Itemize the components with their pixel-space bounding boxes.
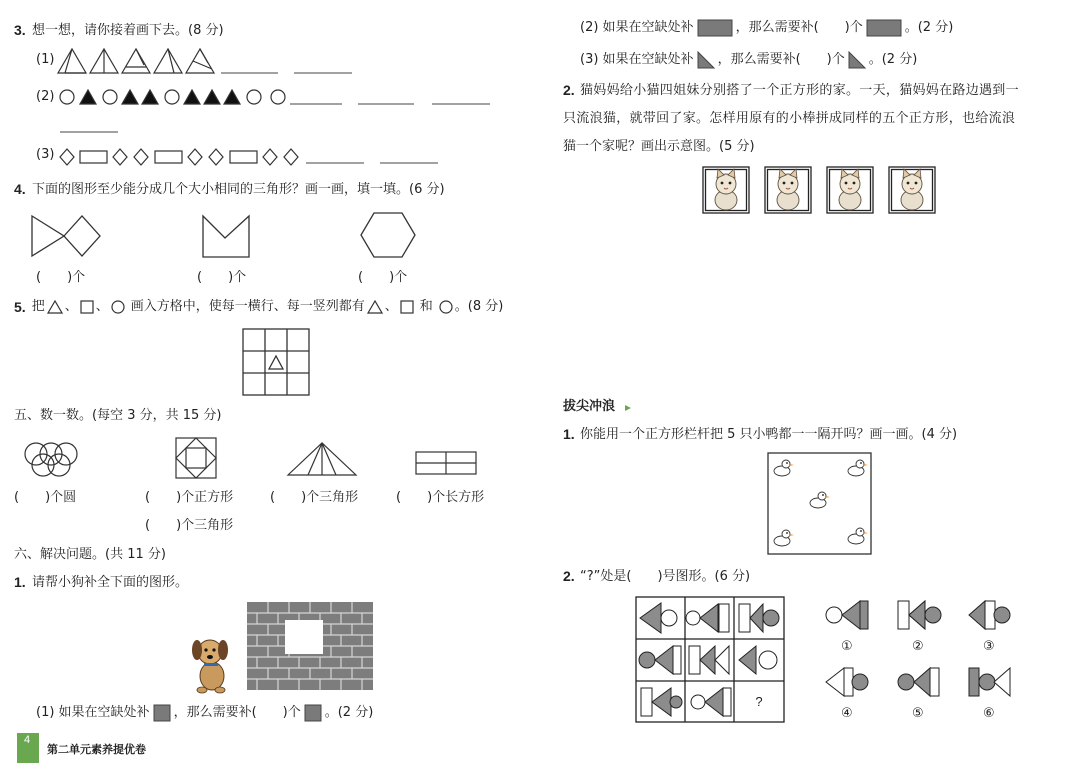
gray-rectangle-icon [697,19,733,37]
option-1-figure [822,597,872,635]
q4-answer-2: ( )个 [197,270,247,285]
s6-sub2-a: (2) 如果在空缺处补 [580,20,694,35]
count-triangles-figure [286,440,358,478]
option-6-figure [965,664,1015,702]
option-5-label: ⑤ [912,706,924,721]
s6-sub3-b: ，那么需要补( )个 [717,52,845,67]
challenge-q1-number: 1. [563,426,575,442]
q5-text-f: 和 [419,299,433,314]
green-arrow-icon [624,404,632,412]
option-2-label: ② [912,639,924,654]
footer-page-number: 4 [24,734,31,746]
q3-row2-extra-blank [58,126,122,134]
triangle-icon [47,300,63,314]
option-1-label: ① [841,639,853,654]
duck-icon [810,492,830,508]
gray-right-triangle-icon [697,51,715,69]
count-circles-figure [20,440,84,480]
q3-row1-label: (1) [36,52,55,67]
square-icon [400,300,414,314]
q3-row2-sequence [58,86,498,110]
s6-sub1-c: 。(2 分) [324,705,374,720]
s6-sub2-b: ，那么需要补( )个 [735,20,863,35]
pattern-grid [635,596,785,724]
q5-grid[interactable] [242,328,312,396]
q4-shape-notched-square [200,212,252,260]
s6-sub2-c: 。(2 分) [904,20,954,35]
circle-icon [439,300,453,314]
option-4-label: ④ [841,706,853,721]
q5-text-a: 把 [31,299,45,314]
ducks-square[interactable] [767,452,873,556]
count-answer-triangles-2: ( )个三角形 [145,518,234,533]
option-3-label: ③ [983,639,995,654]
q5-number: 5. [14,299,26,315]
challenge-q2-number: 2. [563,568,575,584]
s6-sub2-line [580,19,953,37]
gray-square-icon [304,704,322,722]
count-rectangles-figure [414,450,478,476]
s6-q2-line3: 猫一个家呢？画出示意图。(5 分) [563,139,755,154]
wall-gap [285,620,323,654]
duck-icon [774,530,794,546]
s6-q2-number: 2. [563,82,575,98]
q3-number: 3. [14,22,26,38]
s6-sub1-a: (1) 如果在空缺处补 [36,705,150,720]
cat-houses-figure [702,165,940,217]
q4-shape-hexagon [360,210,416,260]
s6-q2-line1: 猫妈妈给小猫四姐妹分别搭了一个正方形的家。一天，猫妈妈在路边遇到一 [580,83,1019,98]
section6-title: 六、解决问题。(共 11 分) [14,547,166,562]
q4-number: 4. [14,181,26,197]
option-4-figure [822,664,872,702]
footer-title: 第二单元素养提优卷 [47,743,146,756]
challenge-q2-text: “?”处是( )号图形。(6 分) [580,569,751,584]
brick-wall-figure [247,602,373,690]
duck-icon [774,460,794,476]
q5-text-c: 、 [95,299,109,314]
count-answer-triangles: ( )个三角形 [270,490,359,505]
challenge-title: 拔尖冲浪 [563,399,616,414]
q3-text: 想一想，请你接着画下去。(8 分) [32,23,224,38]
count-answer-squares: ( )个正方形 [145,490,234,505]
s6-q2-line2: 只流浪猫，就带回了家。怎样用原有的小棒拼成同样的五个正方形，也给流浪 [563,111,1016,126]
puppy-illustration [188,636,236,694]
q5-text-e: 、 [384,299,398,314]
square-icon [80,300,94,314]
q5-text-d: 画入方格中，使每一横行、每一竖列都有 [130,299,365,314]
s6-sub1-line [36,704,373,722]
circle-icon [111,300,125,314]
q4-answer-3: ( )个 [358,270,408,285]
duck-icon [848,460,868,476]
count-answer-rectangles: ( )个长方形 [396,490,485,505]
question-mark: ? [755,694,763,709]
s6-q1-text: 请帮小狗补全下面的图形。 [32,575,189,590]
gray-right-triangle-icon [848,51,866,69]
option-5-figure [894,664,944,702]
q5-line [14,299,503,315]
challenge-q1-text: 你能用一个正方形栏杆把 5 只小鸭都一一隔开吗？画一画。(4 分) [580,427,958,442]
option-6-label: ⑥ [983,706,995,721]
q4-answer-1: ( )个 [36,270,86,285]
count-squares-figure [174,436,218,480]
q4-text: 下面的图形至少能分成几个大小相同的三角形？画一画，填一填。(6 分) [32,182,445,197]
duck-icon [848,528,868,544]
option-3-figure [965,597,1015,635]
q5-text-g: 。(8 分) [454,299,504,314]
s6-sub3-a: (3) 如果在空缺处补 [580,52,694,67]
s6-sub3-c: 。(2 分) [868,52,918,67]
option-2-figure [894,597,944,635]
q3-row1-triangles [56,47,356,77]
s6-q1-number: 1. [14,574,26,590]
q4-shape-bowtie [30,212,102,260]
count-answer-circles: ( )个圆 [14,490,77,505]
s6-sub3-line [580,51,917,69]
s6-sub1-b: ，那么需要补( )个 [173,705,301,720]
q3-row3-sequence [58,146,448,170]
section5-title: 五、数一数。(每空 3 分，共 15 分) [14,408,222,423]
q3-row3-label: (3) [36,147,55,162]
gray-square-icon [153,704,171,722]
q5-text-b: 、 [64,299,78,314]
gray-rectangle-icon [866,19,902,37]
triangle-icon [367,300,383,314]
q3-row2-label: (2) [36,89,55,104]
